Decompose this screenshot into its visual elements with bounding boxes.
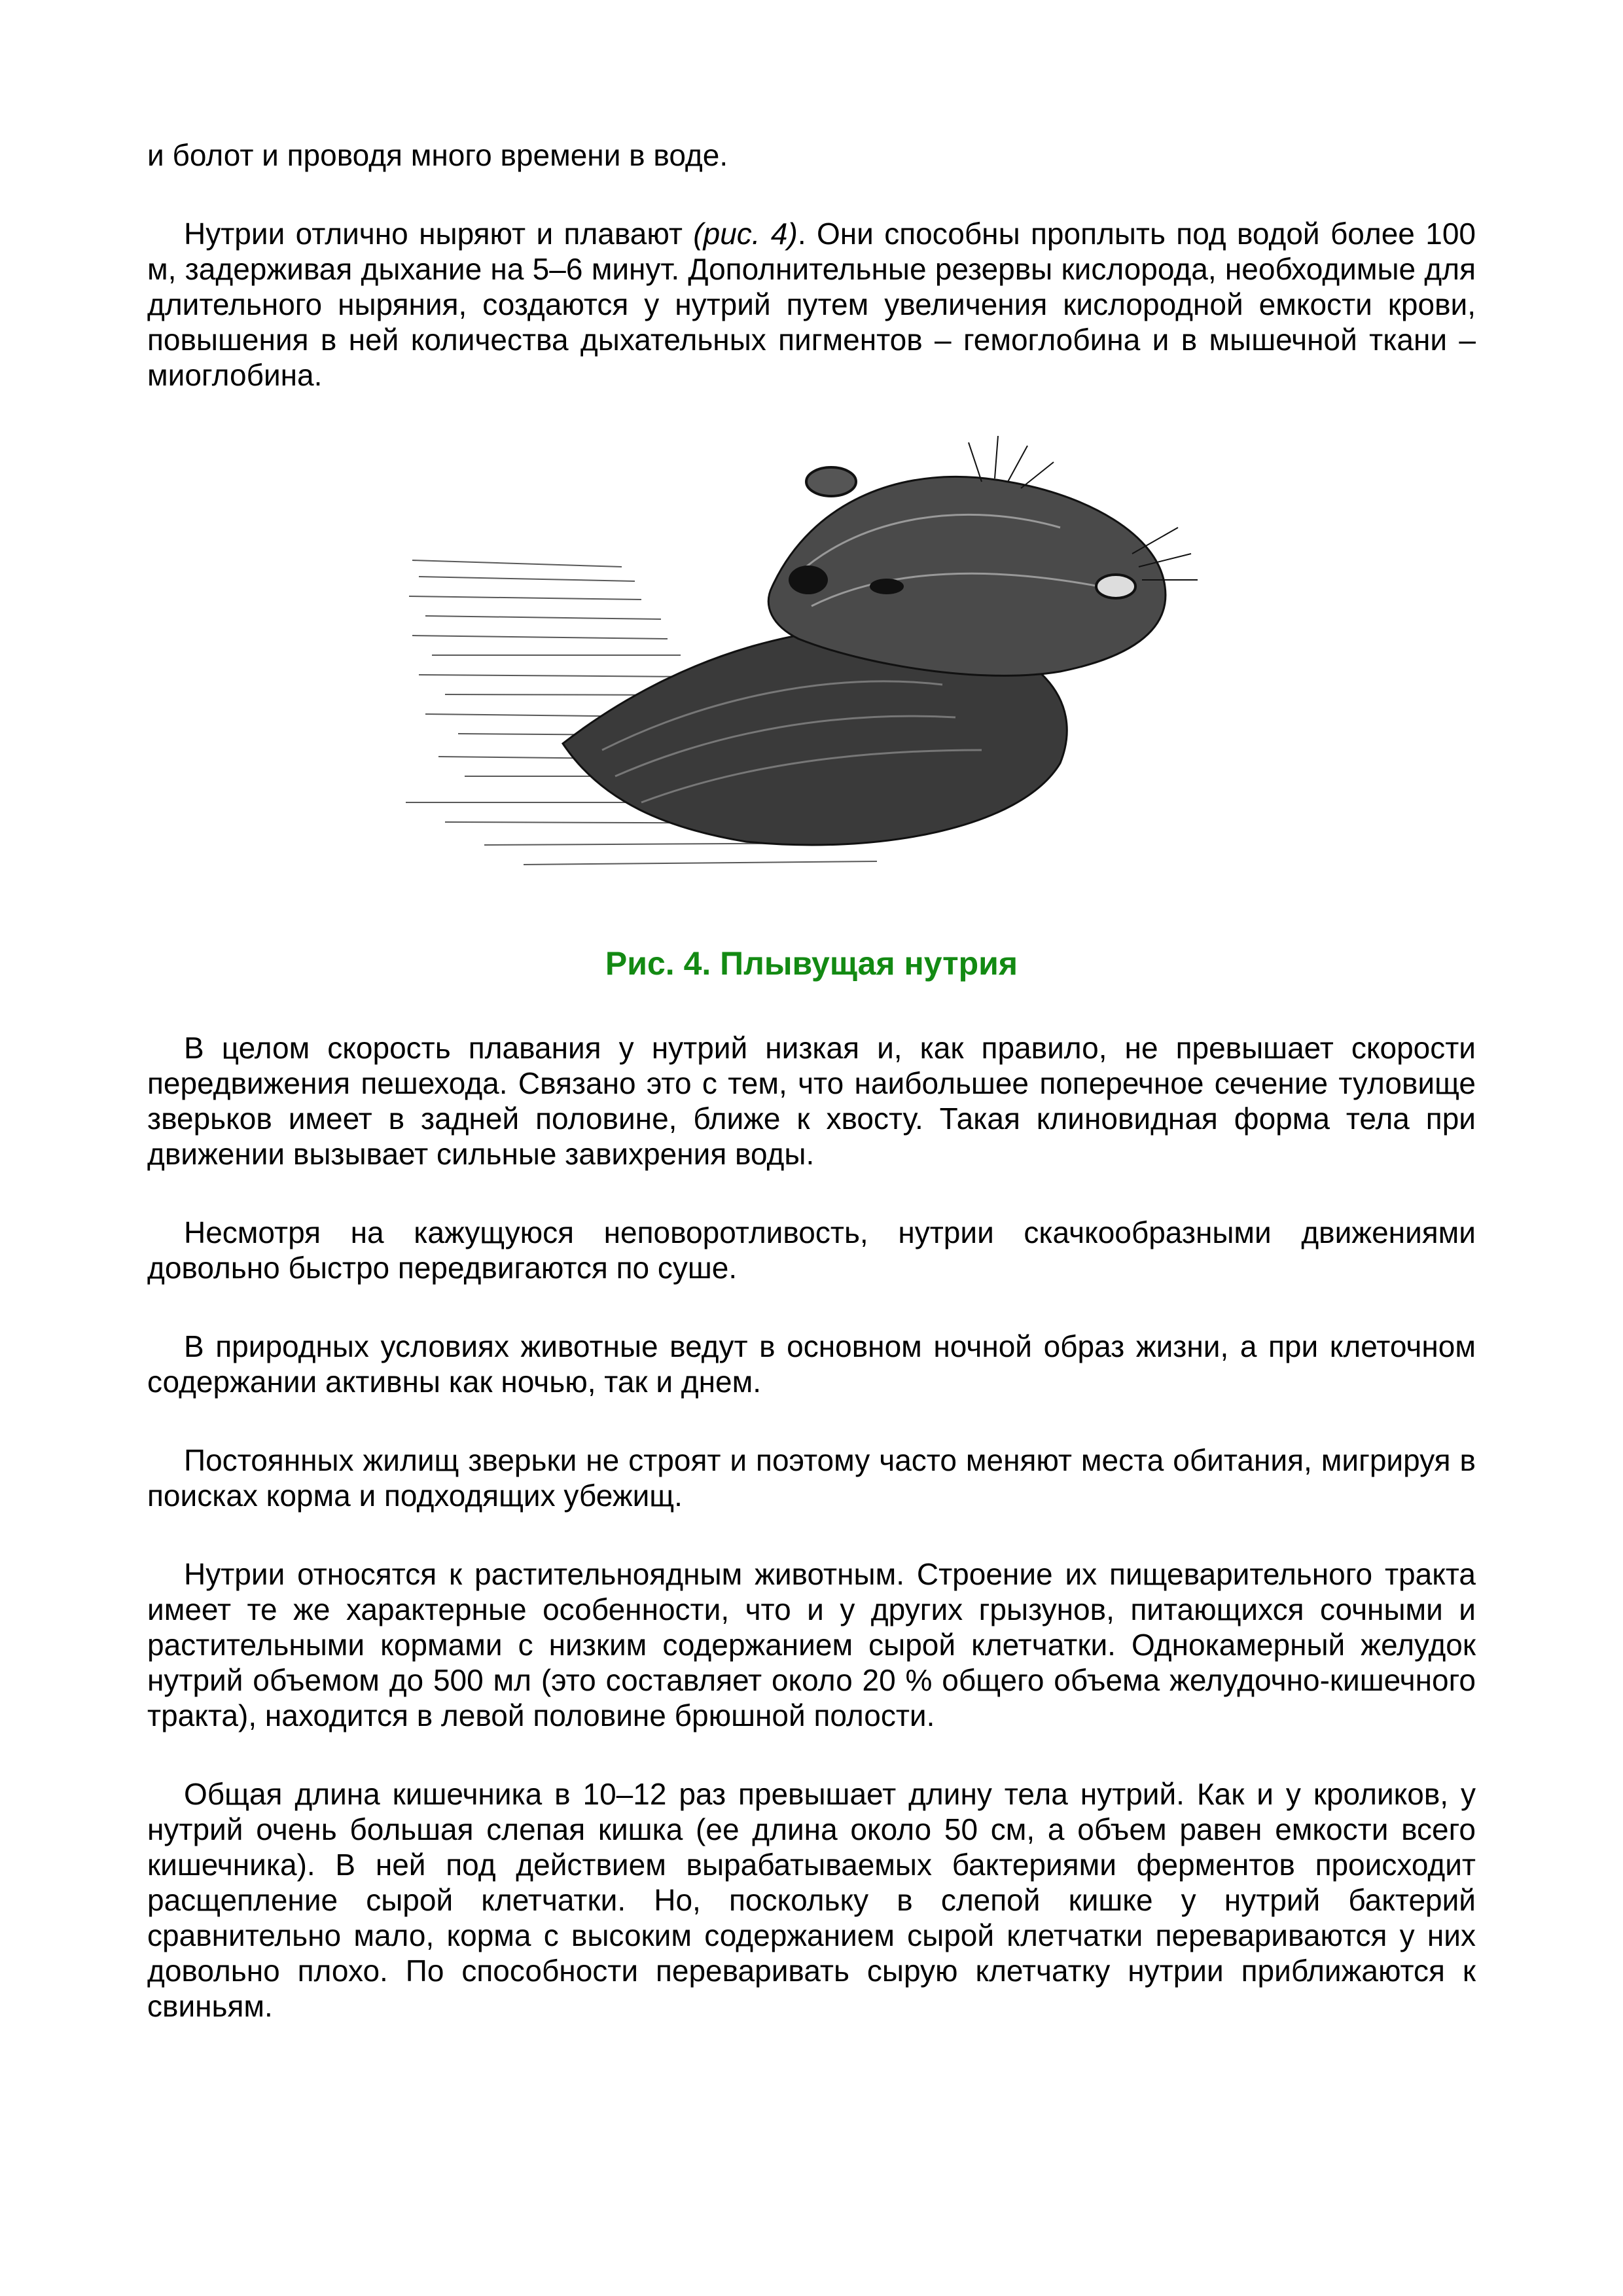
figure-caption: Рис. 4. Плывущая нутрия xyxy=(605,945,1018,982)
paragraph-continuation: и болот и проводя много времени в воде. xyxy=(147,138,728,172)
paragraph-diving-text-b: . Они способны проплыть под водой более 100 м, задерживая дыхание на 5–6 минут. Дополнительные резервы кислорода, необходимые для длительного ныряния, создаются у нутрий путем увеличения кислородной емкости крови, повышения в ней количества дыхательных пигментов – гемоглобина и в мышечной ткани – миоглобина. xyxy=(147,217,1476,392)
paragraph-nocturnal: В природных условиях животные ведут в основном ночной образ жизни, а при клеточном содержании активны как ночью, так и днем. xyxy=(147,1329,1476,1399)
paragraph-swimming-speed: В целом скорость плавания у нутрий низкая и, как правило, не превышает скорости передвижения пешехода. Связано это с тем, что наибольшее поперечное сечение туловище зверьков имеет в задней половине, ближе к хвосту. Такая клиновидная форма тела при движении вызывает сильные завихрения воды. xyxy=(147,1031,1476,1171)
document-page xyxy=(147,137,1476,2067)
nutria-eye xyxy=(870,579,904,594)
nutria-ear xyxy=(806,467,856,496)
paragraph-diving xyxy=(147,216,1476,393)
figure-reference: (рис. 4) xyxy=(693,217,798,251)
paragraph-habitat: Постоянных жилищ зверьки не строят и поэтому часто меняют места обитания, мигрируя в поисках корма и подходящих убежищ. xyxy=(147,1443,1476,1513)
nutria-cheek-mark xyxy=(789,565,828,594)
paragraph-diving-text-a: Нутрии отлично ныряют и плавают xyxy=(184,217,694,251)
paragraph-digestion: Нутрии относятся к растительноядным животным. Строение их пищеварительного тракта имеет те же характерные особенности, что и у других грызунов, питающихся сочными и растительными кормами с низким содержанием сырой клетчатки. Однокамерный желудок нутрий объемом до 500 мл (это составляет около 20 % общего объема желудочно-кишечного тракта), находится в левой половине брюшной полости. xyxy=(147,1557,1476,1732)
nutria-nostril xyxy=(1096,575,1135,598)
paragraph-land-movement: Несмотря на кажущуюся неповоротливость, нутрии скачкообразными движениями довольно быстро передвигаются по суше. xyxy=(147,1215,1476,1285)
swimming-nutria-illustration xyxy=(406,436,1217,920)
figure-4 xyxy=(147,436,1476,920)
paragraph-intestine: Общая длина кишечника в 10–12 раз превышает длину тела нутрий. Как и у кроликов, у нутрий очень большая слепая кишка (ее длина около 50 см, а объем равен емкости всего кишечника). В ней под действием вырабатываемых бактериями ферментов происходит расщепление сырой клетчатки. Но, поскольку в слепой кишке у нутрий бактерий сравнительно мало, корма с высоким содержанием сырой клетчатки перевариваются у них довольно плохо. По способности переваривать сырую клетчатку нутрии приближаются к свиньям. xyxy=(147,1777,1476,2023)
